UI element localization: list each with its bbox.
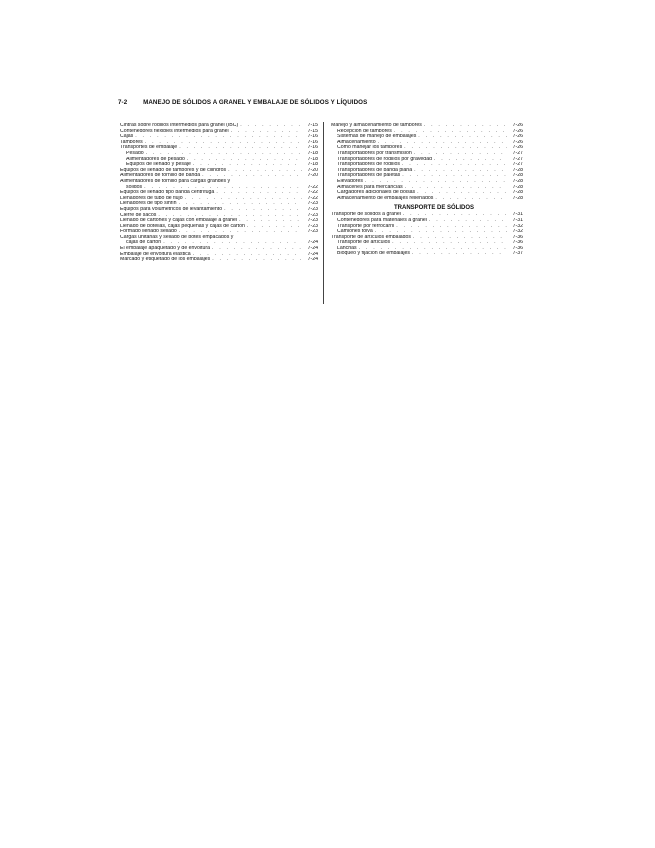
toc-entry-page: 7-24 — [307, 257, 318, 263]
toc-entry-page: 7-16 — [307, 139, 318, 145]
toc-entry-title: Cierre de sacos — [120, 212, 157, 218]
toc-entry-title: sólidos — [126, 184, 143, 190]
toc-entry-title: Transporte de artículos — [337, 240, 391, 246]
toc-entry-page: 7-28 — [512, 195, 523, 201]
toc-entry-title: Manejo y almacenamiento de tambores — [331, 123, 422, 128]
toc-entry-title: Almacenes para mercancías — [337, 184, 403, 190]
toc-entry-title: Llenado de botellas, cajas pequeñas y cajas de cartón — [120, 223, 245, 229]
toc-entry-page: 7-26 — [512, 139, 523, 145]
toc-entry-page: 7-37 — [512, 251, 523, 257]
toc-entry-title: cajas de cartón — [126, 240, 162, 246]
toc-entry-page: 7-28 — [512, 178, 523, 184]
dot-leader — [212, 257, 302, 263]
toc-entry-page: 7-23 — [307, 212, 318, 218]
toc-entry-page: 7-23 — [307, 223, 318, 229]
toc-entry-title: Recepción de tambores — [337, 128, 392, 134]
toc-entry-page: 7-15 — [307, 123, 318, 128]
toc-entry-page: 7-20 — [307, 173, 318, 179]
toc-entry-title: Alimentadores de tornillo de banda — [120, 173, 201, 179]
toc-entry-title: Alimentadores de pesado — [126, 156, 185, 162]
toc-entry-title: Alimentadores de tornillo para cargas grandes y — [120, 178, 231, 184]
page-number: 7-2 — [118, 99, 128, 106]
toc-entry-title: Equipos de llenado y pesaje — [126, 162, 191, 168]
toc-entry-title: Almacenamiento de embalajes rellenados — [337, 195, 434, 201]
toc-entry-title: Transporte de artículos embalados — [331, 234, 411, 240]
toc-entry-page: 7-18 — [307, 150, 318, 156]
toc-entry-title: Lanchas — [337, 245, 357, 251]
running-title: MANEJO DE SÓLIDOS A GRANEL Y EMBALAJE DE SÓLIDOS Y LÍQUIDOS — [143, 99, 368, 106]
toc-entry-page: 7-22 — [307, 195, 318, 201]
toc-entry-title: Transportadores de rodillos por gravedad — [337, 156, 432, 162]
toc-entry-title: Transportes de embalaje — [120, 145, 178, 151]
toc-entry-title: Marcado y etiquetado de los embalajes — [120, 257, 211, 263]
toc-entry-page: 7-26 — [512, 128, 523, 134]
toc-entry-page: 7-26 — [512, 123, 523, 128]
toc-entry-page: 7-27 — [512, 162, 523, 168]
toc-entry-page: 7-31 — [512, 212, 523, 218]
toc-entry-title: Contenedores flexibles intermedios para granel — [120, 128, 229, 134]
toc-entry-page: 7-27 — [512, 150, 523, 156]
toc-entry-page: 7-20 — [307, 167, 318, 173]
toc-entry-title: Bloqueo y fijación de embalajes — [337, 251, 410, 257]
column-divider — [323, 122, 324, 304]
toc-entry-page: 7-24 — [307, 246, 318, 252]
toc-entry-title: Contenedores para materiales a granel — [337, 217, 427, 223]
toc-entry-page: 7-28 — [512, 167, 523, 173]
toc-entry-title: Transporte de sólidos a granel — [331, 212, 401, 218]
toc-entry-title: Llenadores de tipo sinfín — [120, 201, 177, 207]
running-header — [118, 99, 367, 106]
toc-right-bottom — [331, 212, 523, 257]
toc-entry-title: Transportadores por transmisión — [337, 150, 412, 156]
toc-right-column — [331, 123, 523, 257]
toc-entry-page: 7-32 — [512, 229, 523, 235]
toc-entry-page: 7-23 — [307, 218, 318, 224]
toc-entry-page: 7-26 — [512, 145, 523, 151]
toc-left-column — [120, 123, 318, 263]
toc-entry-page: 7-28 — [512, 190, 523, 196]
toc-entry-page: 7-36 — [512, 245, 523, 251]
toc-entry-page: 7-22 — [307, 184, 318, 190]
toc-entry-title: Cargadores adicionales de bolsas — [337, 190, 416, 196]
toc-entry-page: 7-32 — [512, 223, 523, 229]
toc-entry-page: 7-15 — [307, 128, 318, 134]
toc-entry-page: 7-18 — [307, 156, 318, 162]
toc-entry-title: Cargas unitarias y sellado de botes empacados y — [120, 234, 234, 240]
toc-entry-page: 7-23 — [307, 206, 318, 212]
toc-entry-title: Transporte por ferrocarril — [337, 223, 395, 229]
toc-entry-title: Cintras sobre rodillos intermedios para granel (IBC) — [120, 123, 239, 128]
toc-entry-title: Transportadores de banda plana — [337, 167, 413, 173]
toc-entry — [120, 257, 318, 263]
toc-entry-page: 7-28 — [512, 173, 523, 179]
toc-entry-title: Sistemas de manejo de embalajes — [337, 134, 417, 140]
toc-entry-page: 7-23 — [307, 201, 318, 207]
section-title-transporte: TRANSPORTE DE SÓLIDOS — [393, 205, 474, 212]
toc-entry-page: 7-28 — [512, 184, 523, 190]
toc-entry-page: 7-36 — [512, 240, 523, 246]
toc-entry-page: 7-36 — [512, 234, 523, 240]
toc-entry-title: Camiones tolva — [337, 229, 373, 235]
toc-entry-title: Llenadores de tubo de flujo — [120, 195, 183, 201]
dot-leader — [412, 251, 507, 257]
toc-entry-title: Transportadores de paletas — [337, 173, 401, 179]
toc-entry-title: Equipos de llenado de tambores y de cilindros — [120, 167, 227, 173]
toc-entry-title: Cómo manejar los tambores — [337, 145, 403, 151]
toc-entry — [331, 196, 523, 202]
toc-entry-title: Equipos de llenado tipo banda centrífuga — [120, 190, 215, 196]
toc-entry-page: 7-27 — [512, 156, 523, 162]
toc-entry-page: 7-18 — [307, 162, 318, 168]
toc-entry-title: Elevadores — [337, 178, 363, 184]
toc-entry-title: Embalaje de envoltura elástica — [120, 251, 191, 257]
toc-entry-page: 7-26 — [512, 134, 523, 140]
toc-entry-title: Equipos para volumétricos de levantamiento — [120, 206, 223, 212]
dot-leader — [435, 196, 507, 202]
toc-entry-title: Llenado de cartones y cajas con embalaje a granel — [120, 218, 238, 224]
toc-entry-title: Cajas — [120, 134, 134, 140]
toc-entry-page: 7-22 — [307, 190, 318, 196]
toc-entry-page: 7-23 — [307, 229, 318, 235]
toc-entry — [331, 251, 523, 257]
toc-entry-page: 7-16 — [307, 145, 318, 151]
toc-entry-page: 7-24 — [307, 240, 318, 246]
toc-entry-title: Almacenamiento — [337, 139, 376, 145]
toc-entry-title: Transportadores de rodillos — [337, 162, 400, 168]
toc-entry-page: 7-31 — [512, 217, 523, 223]
toc-entry-page: 7-24 — [307, 251, 318, 257]
toc-entry-page: 7-16 — [307, 134, 318, 140]
toc-entry-title: Pesado — [126, 150, 144, 156]
toc-entry-title: El embalaje apaquetado y de envoltura — [120, 246, 210, 252]
toc-entry-title: Tambores — [120, 139, 143, 145]
toc-right-top — [331, 123, 523, 201]
toc-entry-title: Formado llenado sellado — [120, 229, 177, 235]
